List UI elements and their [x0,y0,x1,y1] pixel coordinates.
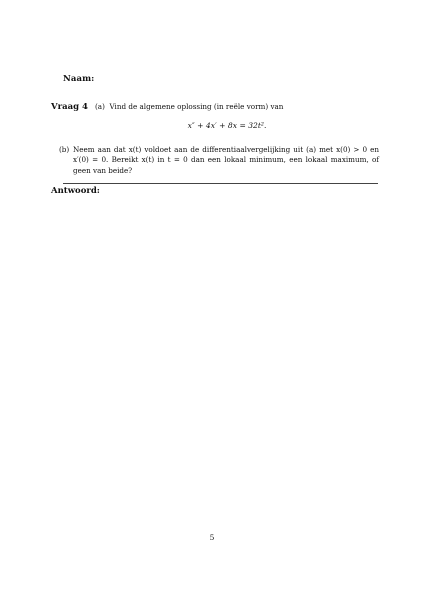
question-part-a [95,102,375,112]
section-divider [63,183,378,184]
page-number: 5 [209,533,215,542]
differential-equation [0,121,424,130]
equation-text: x″ + 4x′ + 8x = 32t². [187,121,267,130]
name-label: Naam: [63,74,95,84]
part-b-text: Neem aan dat x(t) voldoet aan de differentiaalvergelijking uit (a) met x(0) > 0 en x′(0) = 0. Bereikt x(t) in t = 0 dan een lokaal minimum, een lokaal maximum, of geen van beide? [73,145,379,175]
part-a-text: Vind de algemene oplossing (in reële vorm) van [109,102,284,111]
question-part-b [59,145,379,176]
part-b-marker: (b) [59,145,70,154]
part-a-marker: (a) [95,102,105,111]
question-label: Vraag 4 [51,102,88,112]
answer-label: Antwoord: [51,186,100,196]
